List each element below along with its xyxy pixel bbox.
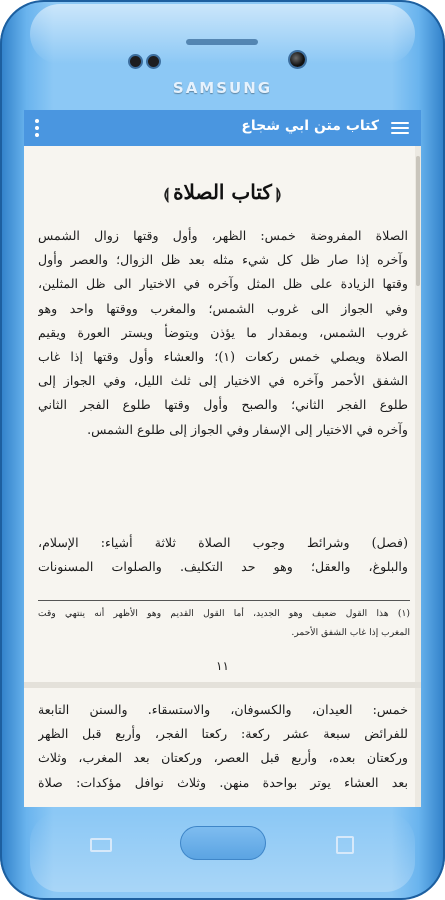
text-line: وقتها الزيادة على ظل المثل وآخره في الاختيار الى ظل المثلين، <box>38 276 408 292</box>
text-line: بعد العشاء يوتر بواحدة منهن. وثلاث نوافل مؤكدات: صلاة <box>38 774 408 790</box>
front-camera <box>290 52 305 67</box>
home-button[interactable] <box>180 826 266 860</box>
sensor-dot <box>130 56 141 67</box>
text-line: (فصل) وشرائط وجوب الصلاة ثلاثة أشياء: الإسلام، <box>38 535 408 550</box>
footnote-line: (١) هذا القول ضعيف وهو الجديد، أما القول القديم وهو الأظهر أنه ينتهي وقت <box>38 608 410 619</box>
chapter-heading <box>24 180 421 204</box>
hamburger-menu-icon[interactable] <box>391 122 409 135</box>
app-title: كتاب متن ابي شجاع <box>241 118 379 134</box>
book-page[interactable] <box>24 146 421 807</box>
text-line: والبلوغ، والعقل؛ وهو حد التكليف. والصلوات المسنونات <box>38 559 408 575</box>
ornament-icon: ⟭ <box>163 185 170 203</box>
text-line: وفي الجواز الى غروب الشمس؛ والمغرب ووقتها واحد وهو <box>38 300 408 316</box>
paragraph-sunnah-prayers <box>38 698 408 795</box>
device-brand: SAMSUNG <box>172 79 273 97</box>
text-line: طلوع الفجر الثاني؛ والصبح وأول وقتها طلوع الفجر الثاني <box>38 397 408 413</box>
footnote-line: المغرب إذا غاب الشفق الأحمر. <box>291 627 410 638</box>
app-screen <box>24 110 421 807</box>
text-line: وآخره في الاختيار إلى الإسفار وفي الجواز إلى طلوع الشمس. <box>87 421 408 437</box>
page-break <box>24 682 421 688</box>
recent-apps-key-icon[interactable] <box>336 836 354 854</box>
text-line: الصلاة المفروضة خمس: الظهر، وأول وقتها زوال الشمس <box>38 228 408 243</box>
text-line: غروب الشمس، وبمقدار ما يؤذن ويتوضأ ويستر العورة ويقيم <box>38 324 408 340</box>
earpiece-speaker <box>186 39 258 45</box>
text-line: الصلاة ويصلي خمس ركعات (١)؛ والعشاء وأول وقتها إذا غاب <box>38 348 408 364</box>
text-line: الشفق الأحمر وآخره في الاختيار إلى ثلث الليل، وفي الجواز إلى <box>38 373 408 389</box>
app-bar <box>24 110 421 146</box>
text-line: وركعتان بعده، وأربع قبل العصر، وركعتان بعد المغرب، وثلاث <box>38 750 408 766</box>
frame-top-highlight <box>30 4 415 64</box>
text-line: خمس: العيدان، والكسوفان، والاستسقاء. والسنن التابعة <box>38 702 408 717</box>
paragraph-prayer-times <box>38 224 408 442</box>
text-line: وآخره إذا صار ظل كل شيء مثله بعد ظل الزوال؛ والعصر وأول <box>38 252 408 268</box>
page-number: ١١ <box>216 659 229 673</box>
ornament-icon: ⟬ <box>275 185 282 203</box>
back-key-icon[interactable] <box>90 838 112 852</box>
sensor-dot <box>148 56 159 67</box>
chapter-title: كتاب الصلاة <box>173 180 272 204</box>
footnote <box>38 604 410 642</box>
scrollbar-thumb[interactable] <box>416 156 420 286</box>
paragraph-conditions <box>38 531 408 579</box>
scrollbar[interactable] <box>415 146 421 807</box>
footnote-divider <box>38 600 410 601</box>
vertical-dots-icon[interactable] <box>34 119 40 137</box>
text-line: للفرائض سبعة عشر ركعة: ركعتا الفجر، وأربع قبل الظهر <box>38 726 408 742</box>
